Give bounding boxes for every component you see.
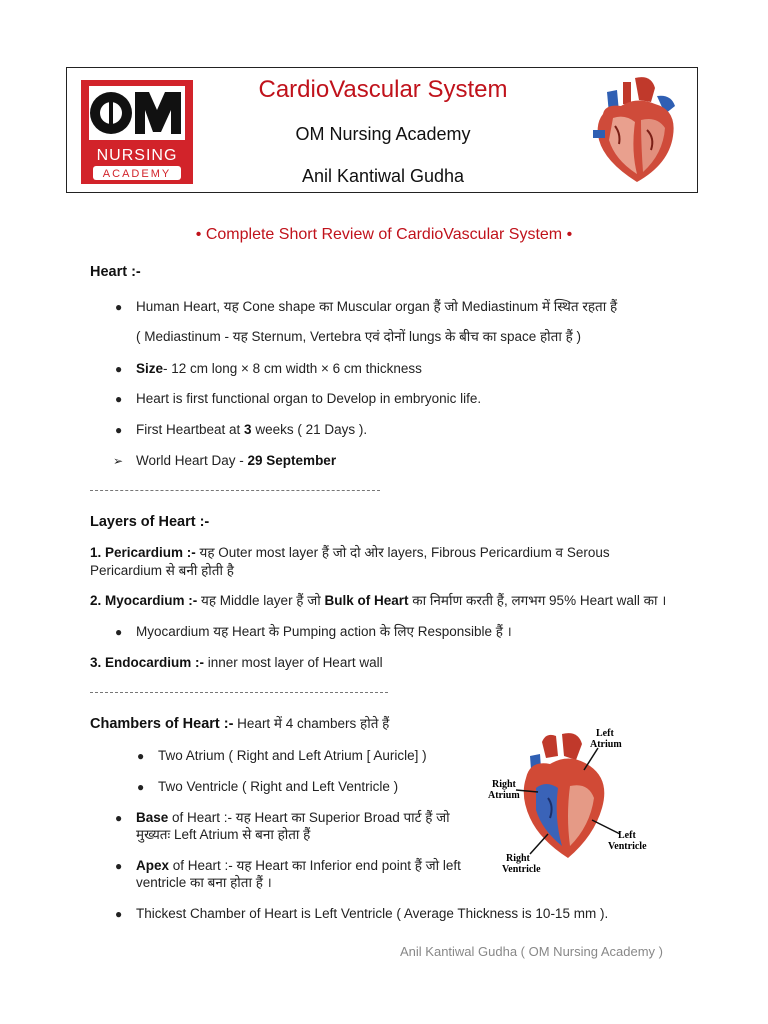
apex-line-2: ventricle का बना होता हैं ।	[136, 875, 272, 890]
apex-label: Apex	[136, 858, 170, 873]
heart-heading: Heart :-	[90, 264, 141, 280]
myocardium-label: 2. Myocardium :-	[90, 593, 198, 608]
bullet-icon: ●	[115, 423, 123, 437]
chambers-heading: Chambers of Heart :-	[90, 716, 234, 732]
pericardium-label: 1. Pericardium :-	[90, 545, 196, 560]
base-text-1: of Heart :- यह Heart का Superior Broad पार्ट हैं जो	[168, 810, 450, 825]
bullet-icon: ●	[137, 749, 145, 763]
divider-1	[90, 490, 380, 491]
myocardium-line	[90, 592, 690, 609]
myocardium-text-b: का निर्माण करती हैं, लगभग 95% Heart wall का ।	[408, 593, 667, 608]
author-name: Anil Kantiwal Gudha	[301, 166, 465, 186]
academy-name: OM Nursing Academy	[295, 124, 471, 144]
heart-item-heartday	[136, 452, 336, 469]
heartday-text: World Heart Day -	[136, 453, 248, 468]
myocardium-bulk: Bulk of Heart	[324, 593, 409, 608]
label-right-atrium-2: Atrium	[488, 790, 520, 801]
base-line-2: मुख्यतः Left Atrium से बना होता हैं	[136, 827, 311, 842]
heartday-date: 29 September	[247, 453, 337, 468]
endocardium-text: inner most layer of Heart wall	[204, 655, 383, 670]
pericardium-line-2: Pericardium से बनी होती है	[90, 563, 234, 578]
label-left-ventricle-1: Left	[618, 830, 636, 841]
heartbeat-weeks: 3	[244, 422, 252, 437]
bullet-icon: ●	[115, 300, 123, 314]
bullet-icon: ●	[115, 907, 123, 921]
size-label: Size	[136, 361, 164, 376]
heart-item-1: Human Heart, यह Cone shape का Muscular organ हैं जो Mediastinum में स्थित रहता हैं	[136, 299, 618, 314]
chambers-heading-line	[90, 715, 389, 733]
apex-line-1	[136, 857, 461, 874]
myocardium-bullet: Myocardium यह Heart के Pumping action के लिए Responsible हैं ।	[136, 624, 512, 639]
myocardium-text-a: यह Middle layer हैं जो	[197, 593, 325, 608]
logo-nursing-text: NURSING	[96, 147, 178, 164]
header-box	[66, 67, 698, 193]
label-left-atrium-1: Left	[596, 728, 614, 739]
label-right-atrium-1: Right	[492, 779, 516, 790]
chambers-heading-text: Heart में 4 chambers होते हैं	[233, 716, 390, 731]
chambers-ventricle: Two Ventricle ( Right and Left Ventricle )	[158, 779, 399, 794]
heart-item-2: ( Mediastinum - यह Sternum, Vertebra एवं दोनों lungs के बीच का space होता हैं )	[136, 329, 582, 344]
pericardium-text-1: यह Outer most layer हैं जो दो ओर layers, Fibrous Pericardium व Serous	[195, 545, 610, 560]
heart-item-heartbeat	[136, 421, 367, 438]
base-line-1	[136, 809, 450, 826]
layers-heading: Layers of Heart :-	[90, 514, 210, 530]
chambers-atrium: Two Atrium ( Right and Left Atrium [ Auricle] )	[158, 748, 427, 763]
bullet-icon: ●	[137, 780, 145, 794]
arrow-bullet-icon: ➢	[113, 454, 124, 468]
thickest-chamber: Thickest Chamber of Heart is Left Ventricle ( Average Thickness is 10-15 mm ).	[136, 906, 609, 921]
review-title: • Complete Short Review of CardioVascular System •	[195, 226, 573, 243]
bullet-icon: ●	[115, 811, 123, 825]
label-right-ventricle-1: Right	[506, 853, 530, 864]
page-title: CardioVascular System	[258, 76, 508, 103]
bullet-icon: ●	[115, 392, 123, 406]
bullet-icon: ●	[115, 625, 123, 639]
bullet-icon: ●	[115, 859, 123, 873]
apex-text-1: of Heart :- यह Heart का Inferior end point हैं जो left	[169, 858, 461, 873]
endocardium-line	[90, 654, 383, 671]
divider-2	[90, 692, 388, 693]
label-left-atrium-2: Atrium	[590, 739, 622, 750]
heart-item-size	[136, 360, 422, 377]
heart-chambers-diagram	[486, 726, 656, 878]
logo-academy-text: ACADEMY	[102, 168, 172, 180]
heartbeat-text-a: First Heartbeat at	[136, 422, 245, 437]
endocardium-label: 3. Endocardium :-	[90, 655, 205, 670]
heartbeat-text-b: weeks ( 21 Days ).	[251, 422, 368, 437]
pericardium-line-1	[90, 544, 650, 561]
label-left-ventricle-2: Ventricle	[608, 841, 647, 852]
base-label: Base	[136, 810, 169, 825]
page-footer: Anil Kantiwal Gudha ( OM Nursing Academy )	[400, 944, 663, 959]
heart-illustration	[585, 74, 685, 186]
bullet-icon: ●	[115, 362, 123, 376]
heart-item-3: Heart is first functional organ to Develop in embryonic life.	[136, 391, 482, 406]
size-text: - 12 cm long × 8 cm width × 6 cm thickness	[163, 361, 422, 376]
label-right-ventricle-2: Ventricle	[502, 864, 541, 875]
